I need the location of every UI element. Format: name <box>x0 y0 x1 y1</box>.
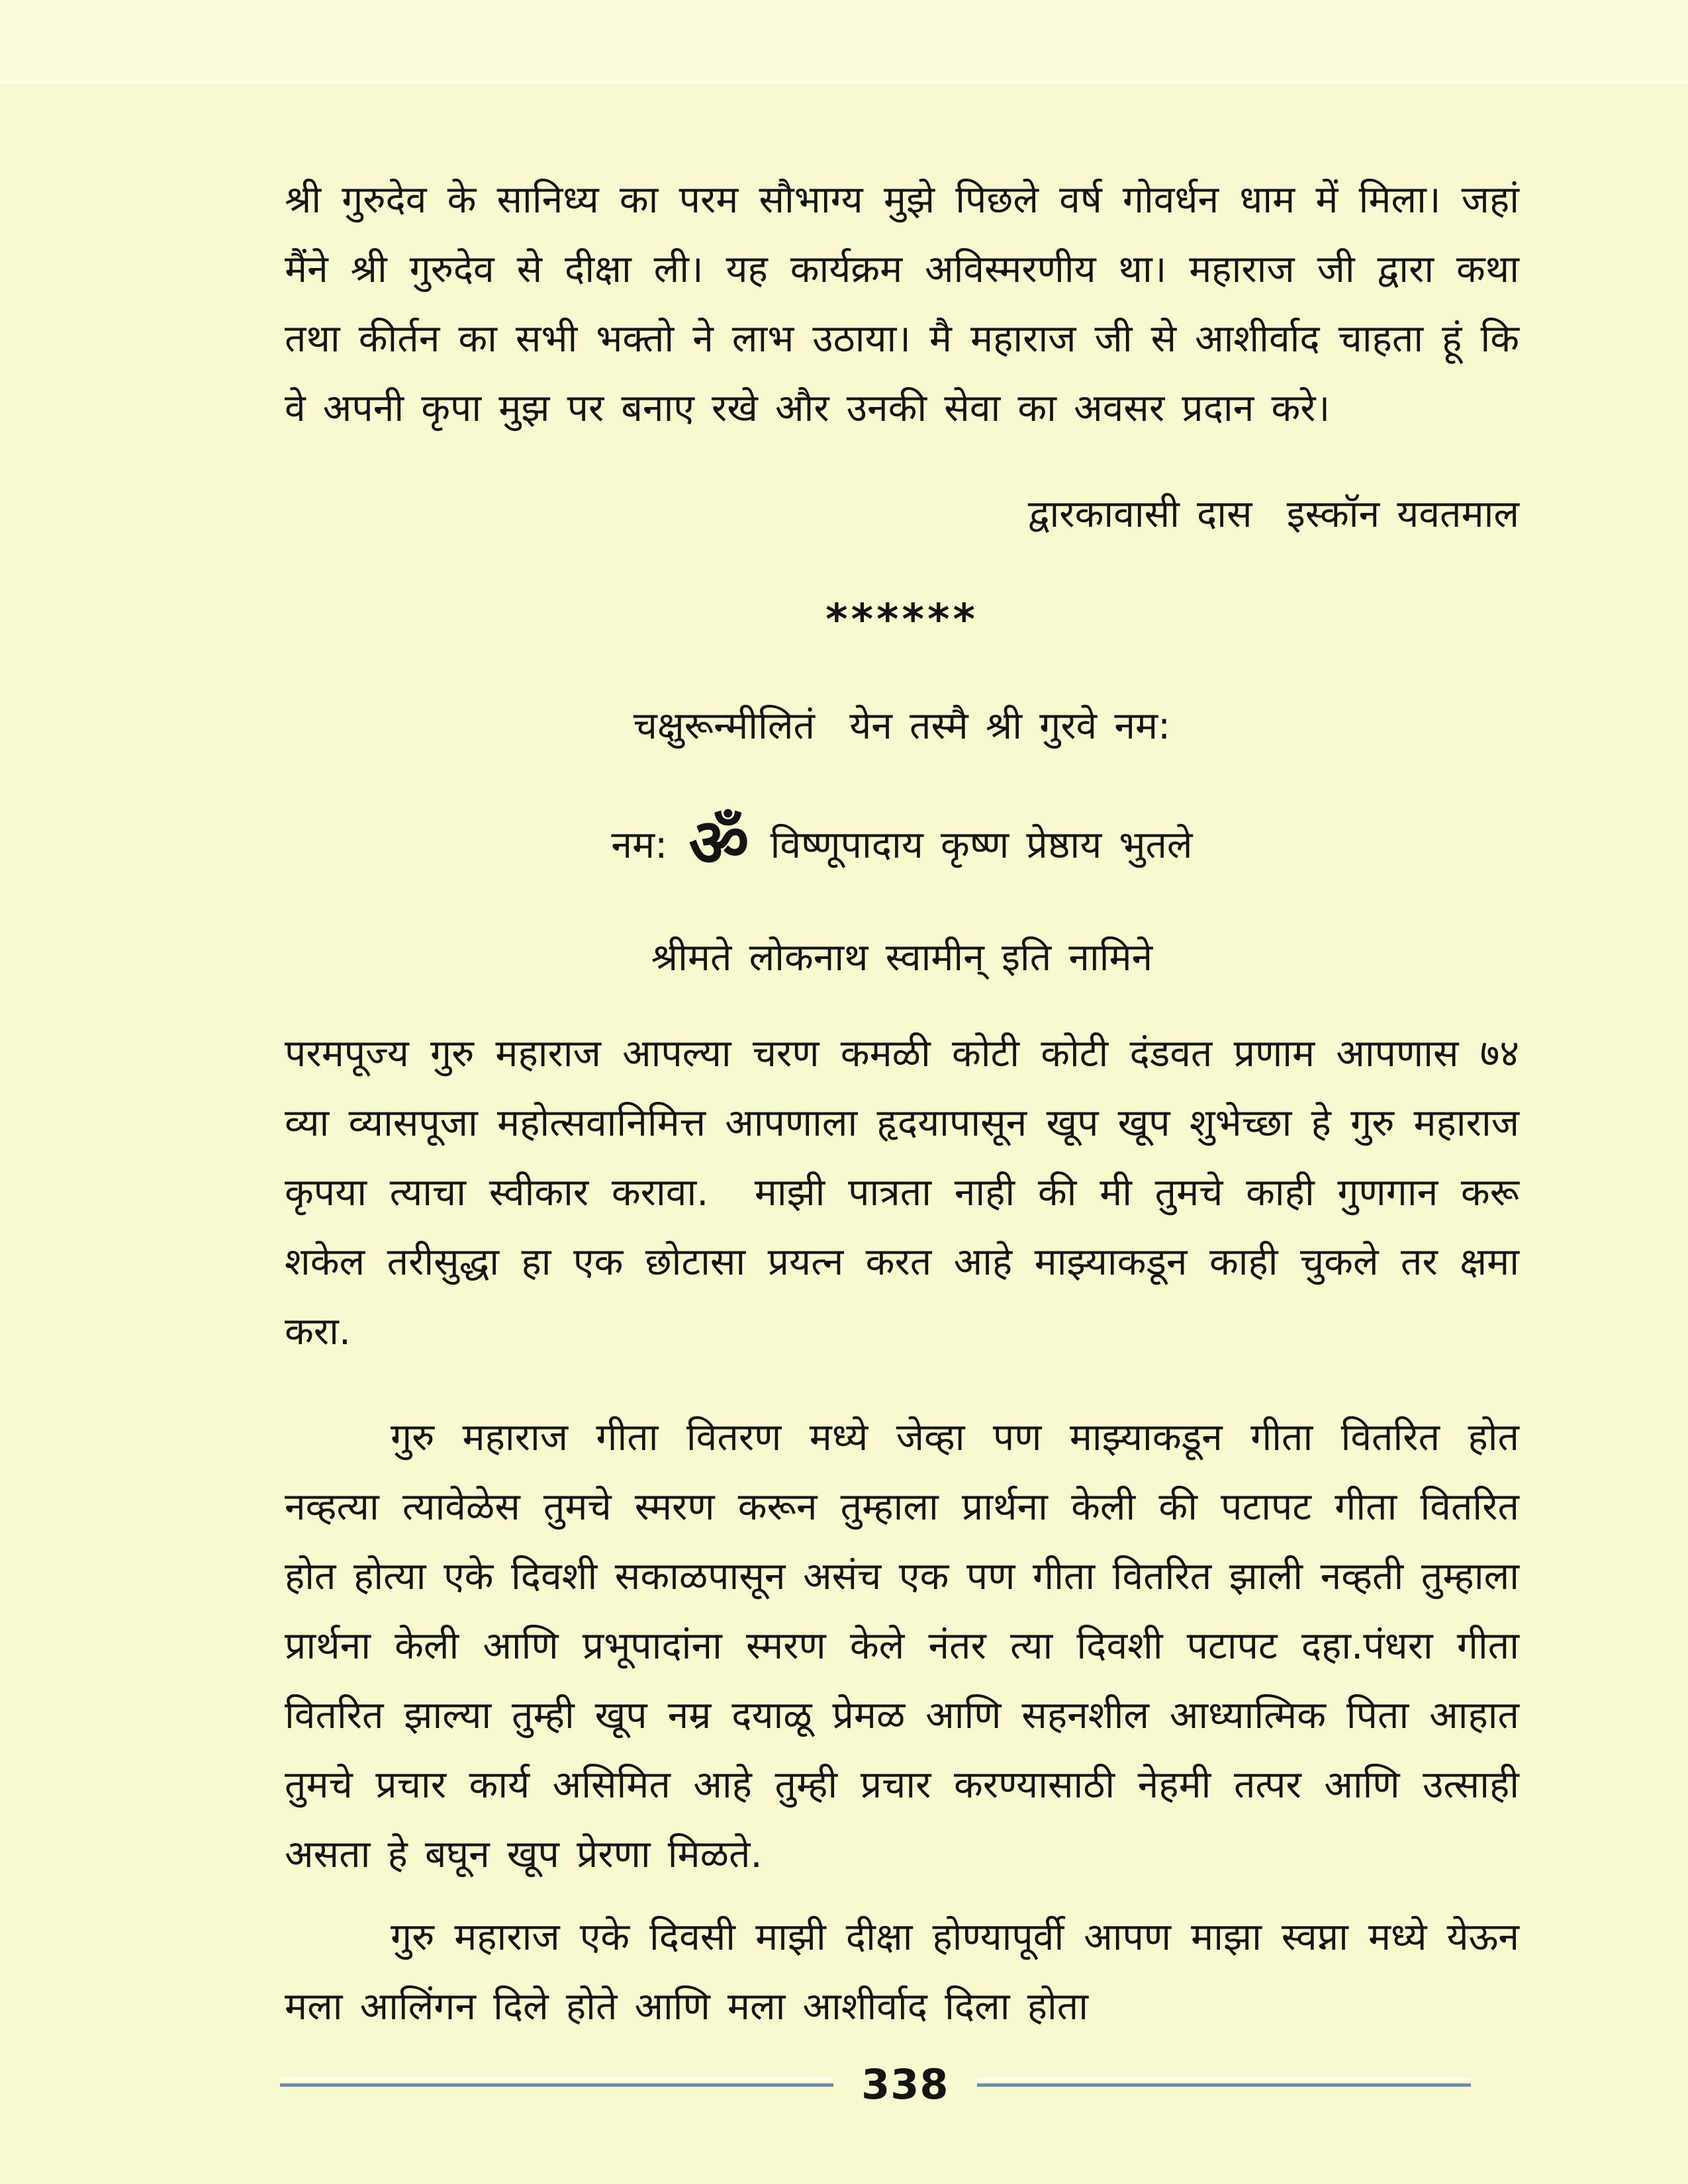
page-footer <box>280 2055 1471 2115</box>
om-icon: ॐ <box>688 803 749 882</box>
paragraph-hindi-tribute: श्री गुरुदेव के सानिध्य का परम सौभाग्य मुझे पिछले वर्ष गोवर्धन धाम में मिला। जहां मैंने श्री गुरुदेव से दीक्षा ली। यह कार्यक्रम अविस्मरणीय था। महाराज जी द्वारा कथा तथा कीर्तन का सभी भक्तो ने लाभ उठाया। मै महाराज जी से आशीर्वाद चाहता हूं कि वे अपनी कृपा मुझ पर बनाए रखे और उनकी सेवा का अवसर प्रदान करे। <box>285 178 1520 430</box>
asterisk-separator: ****** <box>825 596 978 645</box>
paragraph-marathi-offering: परमपूज्य गुरु महाराज आपल्या चरण कमळी कोटी कोटी दंडवत प्रणाम आपणास ७४ व्या व्यासपूजा महोत्सवानिमित्त आपणाला हृदयापासून खूप खूप शुभेच्छा हे गुरु महाराज कृपया त्याचा स्वीकार करावा. माझी पात्रता नाही की मी तुमचे काही गुणगान करू शकेल तरीसुद्धा हा एक छोटासा प्रयत्न करत आहे माझ्याकडून काही चुकले तर क्षमा करा. <box>285 1032 1519 1353</box>
invocation-line2-suffix: विष्णूपादाय कृष्ण प्रेष्ठाय भुतले <box>770 823 1193 867</box>
invocation-line2-prefix: नम: <box>611 823 668 867</box>
invocation-shloka-line3: श्रीमते लोकनाथ स्वामीन् इति नामिने <box>651 936 1153 979</box>
signature-line: द्वारकावासी दास इस्कॉन यवतमाल <box>1027 492 1519 536</box>
page-number: 338 <box>861 2060 949 2109</box>
invocation-shloka-line2 <box>285 803 1519 882</box>
footer-rule-right <box>977 2083 1472 2087</box>
invocation-shloka-line1: चक्षुरून्मीलितं येन तस्मै श्री गुरवे नम: <box>633 704 1171 748</box>
paragraph-diksha-dream: गुरु महाराज एके दिवसी माझी दीक्षा होण्यापूर्वी आपण माझा स्वप्ना मध्ये येऊन मला आलिंगन दिले होते आणि मला आशीर्वाद दिला होता <box>285 1915 1519 2028</box>
paragraph-gita-distribution: गुरु महाराज गीता वितरण मध्ये जेव्हा पण माझ्याकडून गीता वितरित होत नव्हत्या त्यावेळेस तुमचे स्मरण करून तुम्हाला प्रार्थना केली की पटापट गीता वितरित होत होत्या एके दिवशी सकाळपासून असंच एक पण गीता वितरित झाली नव्हती तुम्हाला प्रार्थना केली आणि प्रभूपादांना स्मरण केले नंतर त्या दिवशी पटापट दहा.पंधरा गीता वितरित झाल्या तुम्ही खूप नम्र दयाळू प्रेमळ आणि सहनशील आध्यात्मिक पिता आहात तुमचे प्रचार कार्य असिमित आहे तुम्ही प्रचार करण्यासाठी नेहमी तत्पर आणि उत्साही असता हे बघून खूप प्रेरणा मिळते. <box>285 1416 1519 1876</box>
footer-rule-left <box>280 2083 833 2087</box>
